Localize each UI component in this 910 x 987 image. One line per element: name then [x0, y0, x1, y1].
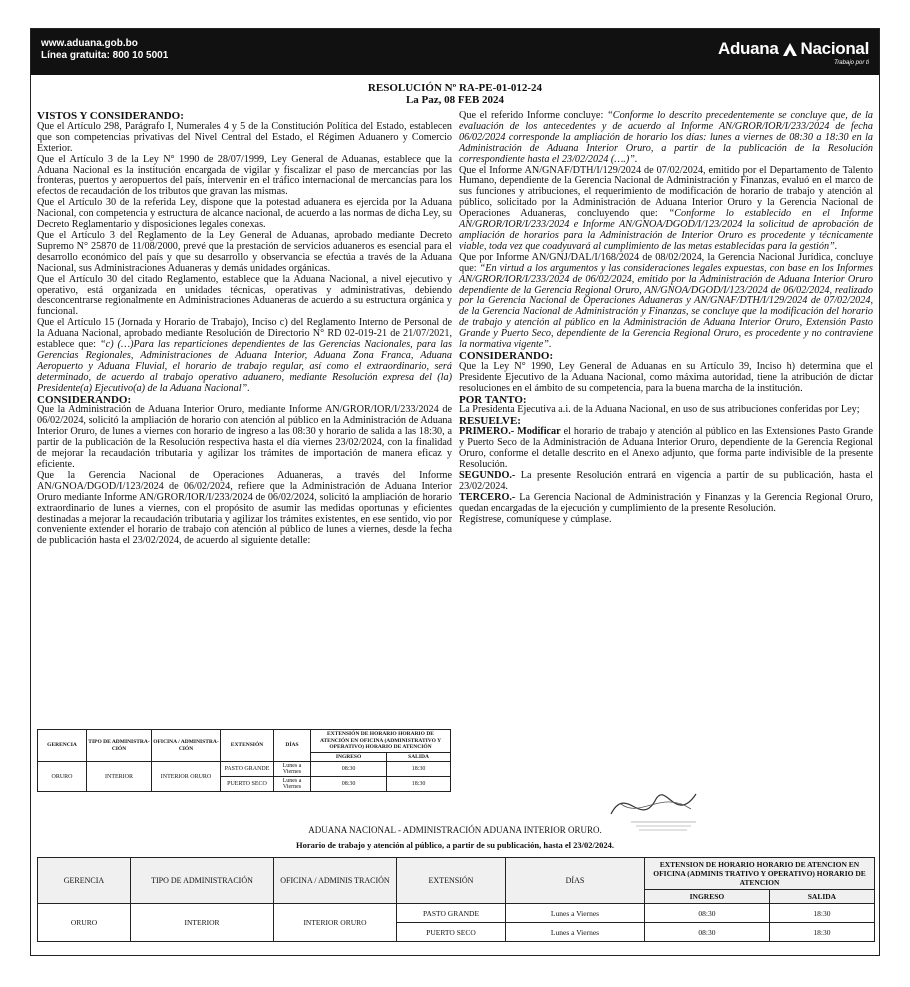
th-ingreso: INGRESO: [311, 752, 387, 762]
cell-oficina: INTERIOR ORURO: [274, 904, 397, 942]
table-row: [38, 904, 875, 923]
paragraph: Que la Ley N° 1990, Ley General de Aduanas en su Artículo 39, Inciso h) determina que el Presidente Ejecutivo de la Aduana Nacional, como máxima autoridad, tiene la atribución de dictar resoluciones en el ámbito de su competencia, para la buena marcha de la institución.: [459, 360, 873, 394]
th-ext-horario: EXTENSION DE HORARIO HORARIO DE ATENCION EN OFICINA (ADMINIS TRATIVO Y OPERATIVO) HORARIO DE ATENCION: [645, 858, 875, 890]
paragraph: Que el Artículo 30 del citado Reglamento, establece que la Aduana Nacional, a nivel ejecutivo y operativo, está organizada en unidades técnicas, operativas y administrativas, debiendo desconcentrarse regionalmente en Administraciones Aduaneras de acuerdo a su estructura orgánica y funcional.: [37, 273, 452, 318]
annex-title: ADUANA NACIONAL - ADMINISTRACIÓN ADUANA INTERIOR ORURO.: [308, 825, 602, 835]
newspaper-notice: [30, 28, 880, 956]
resolution-place-date: La Paz, 08 FEB 2024: [405, 94, 505, 106]
paragraph: Que por Informe AN/GNJ/DAL/I/168/2024 de 08/02/2024, la Gerencia Nacional Jurídica, concluye que: “En virtud a los argumentos y las consideraciones legales expuestas, con base en los Informes AN/GROR/IOR/I/233/2024 de 06/02/2024, emitido por la Administración de Aduana Interior Oruro dependiente de la Gerencia Regional Oruro, AN/GNOA/DGOD/I/123/2024 de 06/02/2024, realizado por la Gerencia Nacional de Operaciones Aduaneras y AN/GNAF/DTH/I/129/2024 de 07/02/2024, de la Gerencia Nacional de Administración y Finanzas, se concluye que la modificación del horario de trabajo y atención al público en la Administración de Aduana Interior Oruro, Extensión Pasto Grande y Puerto Seco, dependiente de la Gerencia Regional Oruro, es procedente y no contraviene la normativa vigente”.: [459, 251, 873, 351]
th-ext-horario: EXTENSIÓN DE HORARIO HORARIO DE ATENCIÓN EN OFICINA (ADMINISTRATIVO Y OPERATIVO) HORARIO DE ATENCIÓN: [311, 730, 451, 753]
cell-salida: 18:30: [769, 923, 874, 942]
paragraph: Que el Artículo 30 de la referida Ley, dispone que la potestad aduanera es ejercida por la Aduana Nacional, con competencia y estructura de alcance nacional, de acuerdo a las normas de dicha Ley, su Decreto Reglamentario y disposiciones legales conexas.: [37, 197, 452, 231]
cell-extension: PASTO GRANDE: [397, 904, 506, 923]
schedule-table-annex: [37, 857, 875, 942]
paragraph: La Presidenta Ejecutiva a.i. de la Aduana Nacional, en uso de sus atribuciones conferidas por Ley;: [459, 404, 860, 416]
schedule-table-small: [37, 729, 451, 792]
left-column: [37, 111, 452, 547]
cell-salida: 18:30: [769, 904, 874, 923]
heading-considerando-2: CONSIDERANDO:: [459, 349, 554, 362]
cell-ingreso: 08:30: [311, 777, 387, 792]
cell-dias: Lunes a Viernes: [506, 904, 645, 923]
cell-tipo: INTERIOR: [87, 762, 152, 792]
paragraph: Que el Artículo 15 (Jornada y Horario de Trabajo), Inciso c) del Reglamento Interno de Personal de la Aduana Nacional, aprobado mediante Resolución de Directorio N° RD 02-019-21 de 21/07/2021, establece que: “c) (…)Para las reparticiones dependientes de las Gerencias Nacionales, para las Gerencias Regionales, Administraciones de Aduana Interior, Aduana Zona Franca, Aduana Aeropuerto y Aduana Fluvial, el horario de trabajo regular, así como el extraordinario, será determinado, de acuerdo al trabajo operativo aduanero, mediante Resolución expresa del (la) Presidente(a) Ejecutivo(a) de la Aduana Nacional”.: [37, 317, 452, 394]
th-gerencia: GERENCIA: [38, 858, 131, 904]
article-segundo: SEGUNDO.- La presente Resolución entrará en vigencia a partir de su publicación, hasta el 23/02/2024.: [459, 469, 873, 492]
th-dias: DÍAS: [274, 730, 311, 762]
cell-gerencia: ORURO: [38, 904, 131, 942]
cell-salida: 18:30: [387, 762, 451, 777]
article-primero: PRIMERO.- Modificar el horario de trabajo y atención al público en las Extensiones Pasto Grande y Puerto Seco de la Administración de Aduana Interior Oruro, dependiente de la Gerencia Regional Oruro, conforme el detalle descrito en el Anexo adjunto, que forma parte indivisible de la presente Resolución.: [459, 426, 873, 470]
article-tercero: TERCERO.- La Gerencia Nacional de Administración y Finanzas y la Gerencia Regional Oruro, quedan encargadas de la ejecución y cumplimiento de la presente Resolución.: [459, 491, 873, 514]
cell-salida: 18:30: [387, 777, 451, 792]
th-salida: SALIDA: [387, 752, 451, 762]
aduana-logo: [718, 39, 869, 66]
heading-vistos: VISTOS Y CONSIDERANDO:: [37, 110, 184, 122]
header-bar: [31, 29, 879, 75]
heading-por-tanto: POR TANTO:: [459, 393, 527, 406]
heading-resuelve: RESUELVE:: [459, 415, 521, 428]
th-extension: EXTENSIÓN: [221, 730, 274, 762]
closing-text: Regístrese, comuníquese y cúmplase.: [459, 513, 612, 525]
paragraph: Que la Administración de Aduana Interior Oruro, mediante Informe AN/GROR/IOR/I/233/2024 de 06/02/2024, solicitó la ampliación de horario con atención al público en la Administración de Aduana Interior Oruro, de lunes a viernes con horario de ingreso a las 08:30 y horario de salida a las 18:30, a partir de la publicación de la Resolución respectiva hasta el día viernes 23/02/2024, con la finalidad de mejorar la recaudación tributaria y agilizar los trámites de importación de manera eficaz y eficiente.: [37, 404, 452, 470]
cell-extension: PUERTO SECO: [397, 923, 506, 942]
th-dias: DÍAS: [506, 858, 645, 904]
cell-extension: PASTO GRANDE: [221, 762, 274, 777]
th-tipo: TIPO DE ADMINISTRACIÓN: [131, 858, 274, 904]
th-ingreso: INGRESO: [645, 890, 770, 904]
logo-name-2: Nacional: [800, 39, 869, 58]
annex-subtitle: Horario de trabajo y atención al público, a partir de su publicación, hasta el 23/02/2024.: [296, 840, 614, 850]
website-link[interactable]: www.aduana.gob.bo: [41, 38, 138, 49]
hotline-text: Línea gratuita: 800 10 5001: [41, 50, 169, 61]
paragraph: Que el Informe AN/GNAF/DTH/I/129/2024 de 07/02/2024, emitido por el Departamento de Talento Humano, dependiente de la Gerencia Nacional de Administración y Finanzas, evaluó en el marco de sus funciones y atribuciones, el requerimiento de modificación de horario de trabajo y atención al público, solicitado por la Administración de Aduana Interior Oruro y la Gerencia Nacional de Operaciones Aduaneras, concluyendo que: “Conforme lo establecido en el Informe AN/GROR/IOR/I/233/2024 e Informe AN/GNOA/DGOD/I/123/2024 la solicitud de aprobación de ampliación de horarios para la Administración de Interior Oruro es procedente y técnicamente viable, toda vez que coadyuvará al cumplimiento de las metas establecidas para la gestión”.: [459, 164, 873, 252]
cell-dias: Lunes a Viernes: [274, 762, 311, 777]
paragraph: Que la Gerencia Nacional de Operaciones Aduaneras, a través del Informe AN/GNOA/DGOD/I/123/2024 de 06/02/2024, refiere que la Administración de Aduana Interior Oruro mediante Informe AN/GROR/IOR/I/233/2024 de 06/02/2024, solicitó la ampliación de horario extraordinario de lunes a viernes, con el propósito de asumir las medidas oportunas y eficientes destinadas a mejorar la recaudación tributaria y agilizar los trámites existentes, en ese sentido, vio por conveniente extender el horario de trabajo con atención al público de lunes a viernes, desde la fecha de publicación hasta el 23/02/2024, de acuerdo al siguiente detalle:: [37, 469, 452, 547]
logo-name-1: Aduana: [717, 39, 779, 58]
paragraph: Que el Artículo 3 del Reglamento de la Ley General de Aduanas, aprobado mediante Decreto Supremo N° 25870 de 11/08/2000, prevé que la prestación de servicios aduaneros es esencial para el desarrollo económico del país y que su desarrollo y observancia se efectúa a través de la Aduana Nacional, sus Administraciones Aduaneras y demás unidades orgánicas.: [37, 229, 452, 274]
heading-considerando: CONSIDERANDO:: [37, 393, 132, 406]
resolution-number: RESOLUCIÓN Nº RA-PE-01-012-24: [367, 82, 543, 94]
th-salida: SALIDA: [769, 890, 874, 904]
paragraph: Que el Artículo 3 de la Ley N° 1990 de 28/07/1999, Ley General de Aduanas, establece que la Aduana Nacional es la institución encargada de vigilar y fiscalizar el paso de mercancías por las fronteras, puertos y aeropuertos del país, intervenir en el tráfico internacional de mercancías para los efectos de recaudación de los tributos que gravan las mismas.: [37, 153, 452, 198]
th-tipo: TIPO DE ADMINISTRA-CIÓN: [87, 730, 152, 762]
cell-gerencia: ORURO: [38, 762, 87, 792]
cell-tipo: INTERIOR: [131, 904, 274, 942]
logo-tagline: Trabajo por ti: [834, 60, 869, 66]
paragraph: Que el referido Informe concluye: “Conforme lo descrito precedentemente se concluye que, de la evaluación de los antecedentes y de acuerdo al Informe AN/GROR/IOR/I/233/2024 de fecha 06/02/2024 corresponde la ampliación de horario los días: lunes a viernes de 08:30 a 18:30 en la Administración de Aduana Interior Oruro, a partir de la publicación de la Resolución correspondiente hasta el 23/02/2024 (….)”.: [459, 110, 873, 165]
contact-info: [41, 38, 168, 62]
paragraph: Que el Artículo 298, Parágrafo I, Numerales 4 y 5 de la Constitución Política del Estado, establecen que son competencias privativas del Nivel Central del Estado, el Régimen Aduanero y Comercio Exterior.: [37, 120, 452, 154]
cell-ingreso: 08:30: [645, 923, 770, 942]
cell-dias: Lunes a Viernes: [506, 923, 645, 942]
cell-dias: Lunes a Viernes: [274, 777, 311, 792]
mountain-icon: [782, 41, 798, 57]
cell-ingreso: 08:30: [311, 762, 387, 777]
th-gerencia: GERENCIA: [38, 730, 87, 762]
th-oficina: OFICINA / ADMINIS TRACIÓN: [274, 858, 397, 904]
cell-oficina: INTERIOR ORURO: [152, 762, 221, 792]
th-oficina: OFICINA / ADMINISTRA-CIÓN: [152, 730, 221, 762]
cell-extension: PUERTO SECO: [221, 777, 274, 792]
table-row: [38, 762, 451, 777]
cell-ingreso: 08:30: [645, 904, 770, 923]
right-column: [459, 111, 873, 525]
th-extension: EXTENSIÓN: [397, 858, 506, 904]
